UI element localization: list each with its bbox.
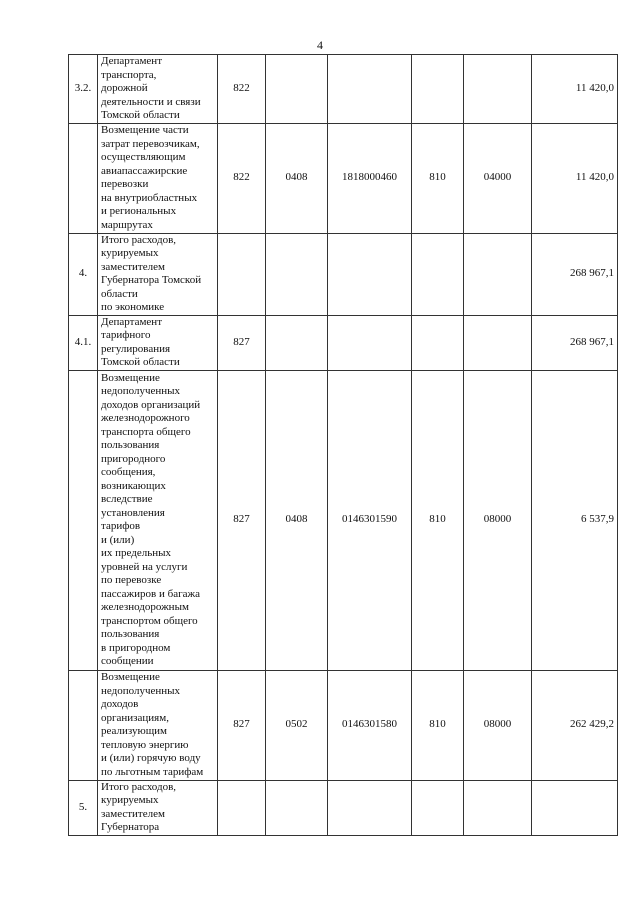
amount xyxy=(532,780,618,835)
section-code: 0502 xyxy=(266,670,328,780)
page-number: 4 xyxy=(317,38,323,52)
row-number xyxy=(69,370,98,670)
classification-code xyxy=(464,780,532,835)
ministry-code: 827 xyxy=(218,315,266,370)
ministry-code: 827 xyxy=(218,670,266,780)
target-article: 1818000460 xyxy=(328,123,412,233)
expense-type xyxy=(412,780,464,835)
amount: 268 967,1 xyxy=(532,233,618,315)
expense-type: 810 xyxy=(412,123,464,233)
row-number xyxy=(69,123,98,233)
ministry-code: 822 xyxy=(218,123,266,233)
row-name: Возмещение недополученных доходов организациям, реализующим тепловую энергию и (или) горячую воду по льготным тарифам xyxy=(98,670,218,780)
section-code xyxy=(266,55,328,124)
table-row xyxy=(69,670,618,780)
amount: 262 429,2 xyxy=(532,670,618,780)
amount: 268 967,1 xyxy=(532,315,618,370)
row-number: 5. xyxy=(69,780,98,835)
row-number xyxy=(69,670,98,780)
row-name: Возмещение части затрат перевозчикам, осуществляющим авиапассажирские перевозки на внутриобластных и региональных маршрутах xyxy=(98,123,218,233)
classification-code: 08000 xyxy=(464,370,532,670)
target-article: 0146301580 xyxy=(328,670,412,780)
expense-type: 810 xyxy=(412,370,464,670)
table-row xyxy=(69,233,618,315)
classification-code xyxy=(464,315,532,370)
target-article xyxy=(328,780,412,835)
ministry-code xyxy=(218,780,266,835)
expense-type xyxy=(412,233,464,315)
target-article xyxy=(328,55,412,124)
ministry-code xyxy=(218,233,266,315)
row-name: Департамент тарифного регулирования Томской области xyxy=(98,315,218,370)
table-row xyxy=(69,315,618,370)
target-article: 0146301590 xyxy=(328,370,412,670)
section-code: 0408 xyxy=(266,370,328,670)
ministry-code: 827 xyxy=(218,370,266,670)
table-row xyxy=(69,123,618,233)
classification-code: 04000 xyxy=(464,123,532,233)
section-code xyxy=(266,780,328,835)
section-code: 0408 xyxy=(266,123,328,233)
row-name: Возмещение недополученных доходов организаций железнодорожного транспорта общего пользования пригородного сообщения, возникающих вследствие установления тарифов и (или) их предельных уровней на услуги по перевозке пассажиров и багажа железнодорожным транспортом общего пользования в пригородном сообщении xyxy=(98,370,218,670)
row-number: 3.2. xyxy=(69,55,98,124)
row-name: Итого расходов, курируемых заместителем Губернатора xyxy=(98,780,218,835)
section-code xyxy=(266,233,328,315)
table-row xyxy=(69,780,618,835)
row-name: Итого расходов, курируемых заместителем Губернатора Томской области по экономике xyxy=(98,233,218,315)
expense-type: 810 xyxy=(412,670,464,780)
target-article xyxy=(328,315,412,370)
target-article xyxy=(328,233,412,315)
amount: 11 420,0 xyxy=(532,123,618,233)
expense-type xyxy=(412,55,464,124)
row-name: Департамент транспорта, дорожной деятельности и связи Томской области xyxy=(98,55,218,124)
ministry-code: 822 xyxy=(218,55,266,124)
budget-table xyxy=(68,54,618,836)
table-row xyxy=(69,55,618,124)
classification-code xyxy=(464,233,532,315)
expense-type xyxy=(412,315,464,370)
classification-code: 08000 xyxy=(464,670,532,780)
row-number: 4. xyxy=(69,233,98,315)
section-code xyxy=(266,315,328,370)
row-number: 4.1. xyxy=(69,315,98,370)
table-row xyxy=(69,370,618,670)
amount: 6 537,9 xyxy=(532,370,618,670)
classification-code xyxy=(464,55,532,124)
amount: 11 420,0 xyxy=(532,55,618,124)
